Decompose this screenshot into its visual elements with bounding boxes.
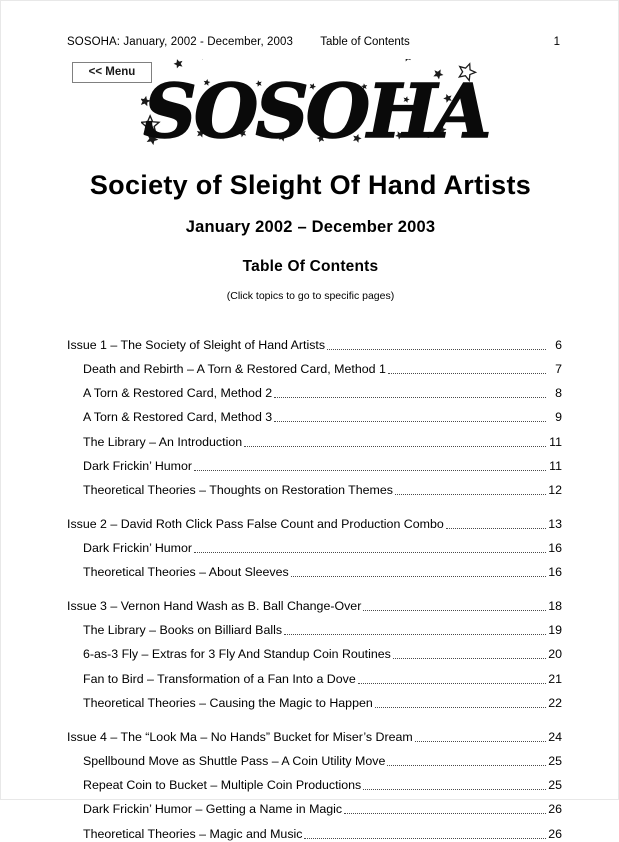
toc-entry-row[interactable] xyxy=(67,353,562,377)
toc-entry-label: Repeat Coin to Bucket – Multiple Coin Productions xyxy=(83,778,362,793)
toc-leader-dots xyxy=(274,396,546,398)
running-header xyxy=(67,34,560,50)
toc-entry-row[interactable] xyxy=(67,662,562,686)
header-publication: SOSOHA: January, 2002 - December, 2003 xyxy=(67,36,294,48)
toc-entry-row[interactable] xyxy=(67,793,562,817)
toc-leader-dots xyxy=(415,740,546,742)
toc-leader-dots xyxy=(284,633,546,635)
toc-entry-row[interactable] xyxy=(67,425,562,449)
toc-entry-row[interactable] xyxy=(67,401,562,425)
menu-button[interactable]: << Menu xyxy=(72,62,152,83)
toc-heading: Table Of Contents xyxy=(242,258,379,275)
toc-entry-label: Spellbound Move as Shuttle Pass – A Coin Utility Move xyxy=(83,753,386,768)
toc-leader-dots xyxy=(393,657,546,659)
toc-entry-page-number: 7 xyxy=(555,361,562,376)
toc-leader-dots xyxy=(304,837,546,839)
toc-issue-row[interactable] xyxy=(67,720,562,745)
toc-entry-page-number: 16 xyxy=(548,541,562,556)
toc-leader-dots xyxy=(291,575,546,577)
toc-entry-row[interactable] xyxy=(67,377,562,401)
toc-note: (Click topics to go to specific pages) xyxy=(226,290,395,302)
toc-entry-page-number: 24 xyxy=(548,729,562,744)
toc-entry-label: Theoretical Theories – Magic and Music xyxy=(83,826,303,841)
toc-entry-page-number: 20 xyxy=(548,647,562,662)
toc-entry-row[interactable] xyxy=(67,532,562,556)
toc-entry-page-number: 13 xyxy=(548,516,562,531)
toc-entry-label: Theoretical Theories – About Sleeves xyxy=(83,565,289,580)
toc-leader-dots xyxy=(358,682,546,684)
toc-entry-row[interactable] xyxy=(67,638,562,662)
toc-entry-label: A Torn & Restored Card, Method 2 xyxy=(83,386,273,401)
toc-entry-page-number: 9 xyxy=(555,410,562,425)
toc-entry-row[interactable] xyxy=(67,614,562,638)
toc-entry-page-number: 22 xyxy=(548,696,562,711)
table-of-contents xyxy=(67,325,562,842)
toc-entry-page-number: 26 xyxy=(548,802,562,817)
toc-entry-row[interactable] xyxy=(67,687,562,711)
toc-entry-page-number: 26 xyxy=(548,826,562,841)
toc-entry-label: Dark Frickin’ Humor – Getting a Name in Magic xyxy=(83,802,343,817)
toc-entry-label: A Torn & Restored Card, Method 3 xyxy=(83,410,273,425)
toc-entry-page-number: 11 xyxy=(549,434,562,449)
toc-entry-page-number: 25 xyxy=(548,778,562,793)
toc-entry-page-number: 18 xyxy=(548,598,562,613)
title-block xyxy=(1,169,619,302)
toc-entry-row[interactable] xyxy=(67,556,562,580)
toc-leader-dots xyxy=(194,469,546,471)
toc-entry-label: Issue 3 – Vernon Hand Wash as B. Ball Change-Over xyxy=(67,598,362,613)
toc-leader-dots xyxy=(375,706,546,708)
toc-entry-page-number: 11 xyxy=(549,458,562,473)
sosoha-logo xyxy=(141,59,491,164)
logo-wordmark: SOSOHA xyxy=(143,69,489,155)
toc-issue-row[interactable] xyxy=(67,328,562,353)
header-section: Table of Contents xyxy=(320,36,410,48)
toc-entry-label: Dark Frickin’ Humor xyxy=(83,541,192,556)
toc-leader-dots xyxy=(344,812,546,814)
toc-entry-row[interactable] xyxy=(67,817,562,841)
toc-entry-row[interactable] xyxy=(67,745,562,769)
toc-leader-dots xyxy=(395,493,546,495)
toc-leader-dots xyxy=(363,788,546,790)
toc-entry-label: The Library – An Introduction xyxy=(83,434,243,449)
header-page-number: 1 xyxy=(553,36,560,48)
toc-entry-page-number: 8 xyxy=(555,386,562,401)
toc-leader-dots xyxy=(244,445,546,447)
toc-entry-label: Issue 4 – The “Look Ma – No Hands” Bucket for Miser’s Dream xyxy=(67,729,413,744)
toc-entry-label: Theoretical Theories – Causing the Magic to Happen xyxy=(83,696,373,711)
toc-entry-page-number: 19 xyxy=(548,623,562,638)
toc-leader-dots xyxy=(274,420,546,422)
toc-entry-label: Issue 1 – The Society of Sleight of Hand Artists xyxy=(67,337,326,352)
toc-entry-page-number: 6 xyxy=(555,337,562,352)
toc-leader-dots xyxy=(388,372,546,374)
toc-entry-label: Issue 2 – David Roth Click Pass False Count and Production Combo xyxy=(67,516,444,531)
toc-leader-dots xyxy=(363,609,546,611)
toc-entry-page-number: 21 xyxy=(548,671,562,686)
toc-entry-page-number: 16 xyxy=(548,565,562,580)
toc-leader-dots xyxy=(446,527,546,529)
toc-entry-row[interactable] xyxy=(67,769,562,793)
page-title: Society of Sleight Of Hand Artists xyxy=(89,170,532,200)
toc-leader-dots xyxy=(194,551,546,553)
toc-issue-row[interactable] xyxy=(67,589,562,614)
toc-leader-dots xyxy=(327,348,546,350)
toc-entry-label: Fan to Bird – Transformation of a Fan Into a Dove xyxy=(83,671,356,686)
toc-entry-row[interactable] xyxy=(67,450,562,474)
toc-entry-label: The Library – Books on Billiard Balls xyxy=(83,623,283,638)
toc-entry-page-number: 25 xyxy=(548,753,562,768)
toc-entry-page-number: 12 xyxy=(548,483,562,498)
toc-entry-label: Death and Rebirth – A Torn & Restored Card, Method 1 xyxy=(83,361,386,376)
toc-issue-row[interactable] xyxy=(67,507,562,532)
toc-leader-dots xyxy=(387,764,546,766)
toc-entry-row[interactable] xyxy=(67,474,562,498)
toc-entry-label: Dark Frickin’ Humor xyxy=(83,458,192,473)
toc-entry-label: 6-as-3 Fly – Extras for 3 Fly And Standup Coin Routines xyxy=(83,647,391,662)
date-range: January 2002 – December 2003 xyxy=(185,218,436,236)
toc-entry-label: Theoretical Theories – Thoughts on Restoration Themes xyxy=(83,483,393,498)
